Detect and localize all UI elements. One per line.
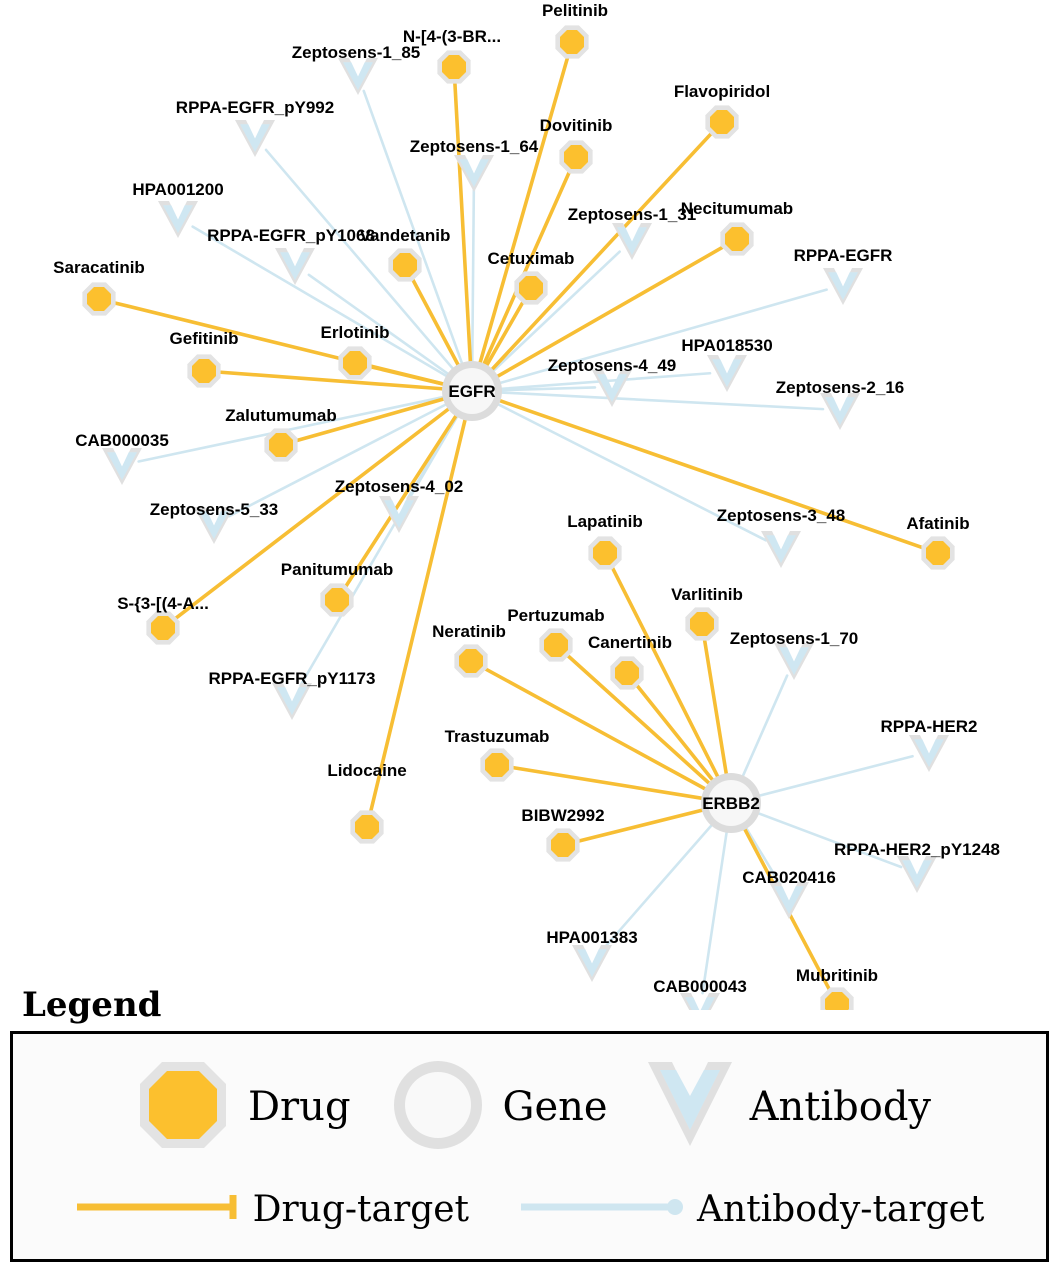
drug-node[interactable] xyxy=(685,607,718,640)
legend-item-drug-target xyxy=(75,1189,469,1230)
drug-label: S-{3-[(4-A... xyxy=(117,594,209,613)
antibody-node[interactable] xyxy=(102,448,142,485)
drug-label: Dovitinib xyxy=(539,116,613,135)
drug-node[interactable] xyxy=(546,828,579,861)
drug-node[interactable] xyxy=(454,644,487,677)
legend-title: Legend xyxy=(22,985,162,1025)
drug-label: Saracatinib xyxy=(53,258,145,277)
antibody-label: Zeptosens-5_33 xyxy=(149,500,279,519)
antibody-label: Zeptosens-1_31 xyxy=(567,205,697,224)
drug-label: Erlotinib xyxy=(320,323,390,342)
antibody-node[interactable] xyxy=(774,643,814,680)
antibody-label: HPA001383 xyxy=(546,928,638,947)
legend-item-antibody-target xyxy=(519,1189,984,1230)
antibody-label: RPPA-HER2 xyxy=(880,717,978,736)
drug-label: Panitumumab xyxy=(280,560,394,579)
gene-label: EGFR xyxy=(448,382,496,401)
drug-node[interactable] xyxy=(338,346,371,379)
drug-label: Neratinib xyxy=(432,622,506,641)
antibody-label: Zeptosens-4_49 xyxy=(547,356,677,375)
drug-node-icon xyxy=(128,1050,238,1165)
drug-node[interactable] xyxy=(559,140,592,173)
antibody-label: Zeptosens-2_16 xyxy=(775,378,905,397)
legend-label-antibody: Antibody xyxy=(749,1084,932,1130)
drug-label: Vandetanib xyxy=(359,226,451,245)
gene-label: ERBB2 xyxy=(702,794,760,813)
antibody-node-icon xyxy=(640,1050,740,1165)
antibody-node[interactable] xyxy=(592,370,632,407)
antibody-label: CAB000043 xyxy=(653,977,747,996)
antibody-node[interactable] xyxy=(338,58,378,95)
antibody-node[interactable] xyxy=(707,355,747,392)
drug-node[interactable] xyxy=(320,583,353,616)
drug-label: Afatinib xyxy=(906,514,970,533)
drug-node[interactable] xyxy=(388,248,421,281)
drug-label: Lapatinib xyxy=(567,512,643,531)
drug-label: Mubritinib xyxy=(795,966,879,985)
antibody-node[interactable] xyxy=(823,268,863,305)
legend-label-drug: Drug xyxy=(247,1084,351,1130)
antibody-node[interactable] xyxy=(761,531,801,568)
drug-label: Necitumumab xyxy=(680,199,794,218)
drug-node[interactable] xyxy=(146,611,179,644)
legend-edge-row xyxy=(13,1174,1046,1244)
drug-node[interactable] xyxy=(705,105,738,138)
antibody-label: RPPA-EGFR_pY1068 xyxy=(207,226,375,245)
drug-label: BIBW2992 xyxy=(521,806,605,825)
drug-label: Pelitinib xyxy=(541,1,609,20)
legend-label-drug-target: Drug-target xyxy=(252,1188,470,1230)
antibody-label: Zeptosens-3_48 xyxy=(716,506,846,525)
antibody-label: RPPA-EGFR_pY1173 xyxy=(208,669,376,688)
antibody-label: RPPA-EGFR xyxy=(793,246,893,265)
legend-item-gene xyxy=(383,1050,608,1165)
drug-node[interactable] xyxy=(350,810,383,843)
legend-label-gene: Gene xyxy=(502,1084,608,1130)
drug-label: Pertuzumab xyxy=(507,606,605,625)
drug-label: Lidocaine xyxy=(327,761,407,780)
drug-node[interactable] xyxy=(82,282,115,315)
antibody-node[interactable] xyxy=(158,201,198,238)
drug-label: Gefitinib xyxy=(169,329,239,348)
legend-box xyxy=(10,1031,1049,1262)
drug-node[interactable] xyxy=(437,50,470,83)
antibody-node[interactable] xyxy=(272,683,312,720)
legend-label-antibody-target: Antibody-target xyxy=(697,1188,985,1230)
drug-node[interactable] xyxy=(555,25,588,58)
drug-label: Varlitinib xyxy=(671,585,743,604)
legend-item-antibody xyxy=(640,1050,931,1165)
drug-node[interactable] xyxy=(480,748,513,781)
drug-node[interactable] xyxy=(514,271,547,304)
antibody-label: HPA018530 xyxy=(681,336,773,355)
antibody-node[interactable] xyxy=(572,945,612,982)
legend xyxy=(0,985,1059,1262)
antibody-label: HPA001200 xyxy=(132,180,224,199)
antibody-node[interactable] xyxy=(820,393,860,430)
antibody-label: RPPA-HER2_pY1248 xyxy=(834,840,1000,859)
antibody-node[interactable] xyxy=(897,856,937,893)
antibody-node[interactable] xyxy=(769,882,809,919)
drug-node[interactable] xyxy=(588,536,621,569)
antibody-label: Zeptosens-1_70 xyxy=(729,629,859,648)
drug-edge-icon xyxy=(75,1192,245,1227)
antibody-label: RPPA-EGFR_pY992 xyxy=(175,98,335,117)
drug-node[interactable] xyxy=(264,428,297,461)
antibody-label: Zeptosens-1_85 xyxy=(291,43,421,62)
drug-label: N-[4-(3-BR... xyxy=(402,27,502,46)
drug-label: Trastuzumab xyxy=(444,727,550,746)
drug-label: Canertinib xyxy=(587,633,673,652)
legend-item-drug xyxy=(128,1050,351,1165)
antibody-node[interactable] xyxy=(909,735,949,772)
drug-node[interactable] xyxy=(720,222,753,255)
drug-node[interactable] xyxy=(921,536,954,569)
drug-node[interactable] xyxy=(187,354,220,387)
drug-label: Flavopiridol xyxy=(673,82,771,101)
drug-label: Cetuximab xyxy=(487,249,575,268)
antibody-label: Zeptosens-4_02 xyxy=(334,477,464,496)
gene-node-icon xyxy=(383,1050,493,1165)
antibody-label: Zeptosens-1_64 xyxy=(409,137,539,156)
antibody-label: CAB020416 xyxy=(742,868,836,887)
drug-node[interactable] xyxy=(610,656,643,689)
antibody-label: CAB000035 xyxy=(75,431,169,450)
antibody-edge-icon xyxy=(519,1192,689,1227)
drug-node[interactable] xyxy=(539,628,572,661)
legend-node-row xyxy=(13,1052,1046,1162)
drug-label: Zalutumumab xyxy=(225,406,337,425)
